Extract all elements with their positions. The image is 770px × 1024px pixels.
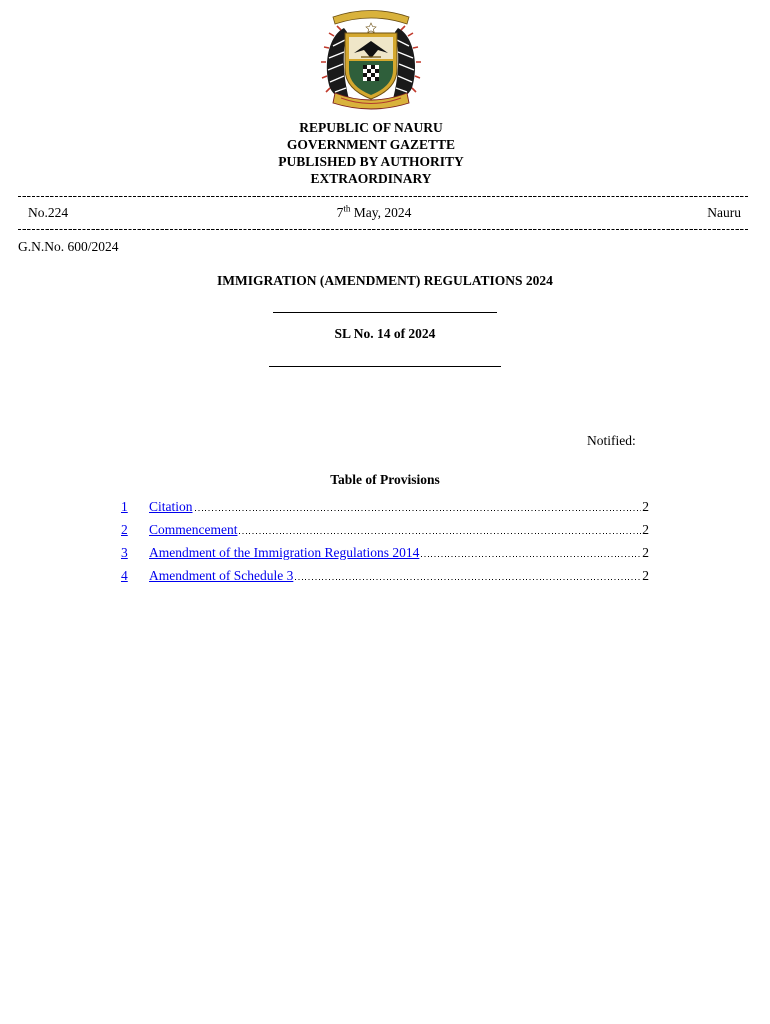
coat-of-arms xyxy=(321,6,421,112)
sl-number: SL No. 14 of 2024 xyxy=(334,325,436,341)
toc-item-number-link[interactable]: 1 xyxy=(121,498,128,514)
toc-item-page: 2 xyxy=(642,544,649,560)
header-line-country: REPUBLIC OF NAURU xyxy=(299,120,443,135)
gazette-notice-number: G.N.No. 600/2024 xyxy=(18,238,119,254)
regulation-title: IMMIGRATION (AMENDMENT) REGULATIONS 2024 xyxy=(217,272,553,288)
issue-date-day: 7 xyxy=(336,204,344,220)
toc-item-number-link[interactable]: 4 xyxy=(121,567,128,583)
dot-leader xyxy=(195,502,642,511)
notified-label: Notified: xyxy=(587,432,636,448)
title-rule xyxy=(273,312,497,313)
table-of-provisions xyxy=(121,495,649,587)
toc-item xyxy=(121,495,649,518)
toc-item-number-link[interactable]: 2 xyxy=(121,521,128,537)
dashed-divider-bottom xyxy=(18,229,748,230)
issue-date-suffix: th xyxy=(343,203,351,213)
shield xyxy=(345,33,397,99)
toc-item xyxy=(121,564,649,587)
toc-item-commencement-link[interactable]: Commencement xyxy=(149,521,238,537)
header-line-authority: PUBLISHED BY AUTHORITY xyxy=(278,154,464,169)
toc-item-amendment-regulations-link[interactable]: Amendment of the Immigration Regulations 2014 xyxy=(149,544,420,560)
dot-leader xyxy=(421,548,641,557)
toc-item-number-link[interactable]: 3 xyxy=(121,544,128,560)
toc-item-page: 2 xyxy=(642,521,649,537)
dot-leader xyxy=(295,571,641,580)
toc-item xyxy=(121,541,649,564)
checkered-panel xyxy=(363,65,379,81)
gazette-header xyxy=(0,119,742,187)
toc-heading: Table of Provisions xyxy=(330,471,440,487)
toc-item-amendment-schedule-link[interactable]: Amendment of Schedule 3 xyxy=(149,567,294,583)
issue-number: No.224 xyxy=(28,204,69,220)
top-scroll xyxy=(333,11,409,25)
toc-item-citation-link[interactable]: Citation xyxy=(149,498,193,514)
sl-rule xyxy=(269,366,501,367)
issue-date-rest: May, 2024 xyxy=(350,204,412,220)
toc-item-page: 2 xyxy=(642,567,649,583)
dashed-divider-top xyxy=(18,196,748,197)
crest-star xyxy=(366,23,376,33)
issue-place: Nauru xyxy=(707,204,741,220)
toc-item-page: 2 xyxy=(642,498,649,514)
header-line-extraordinary: EXTRAORDINARY xyxy=(310,171,432,186)
issue-date xyxy=(0,204,748,221)
dot-leader xyxy=(239,525,641,534)
toc-item xyxy=(121,518,649,541)
header-line-gazette: GOVERNMENT GAZETTE xyxy=(286,137,456,152)
